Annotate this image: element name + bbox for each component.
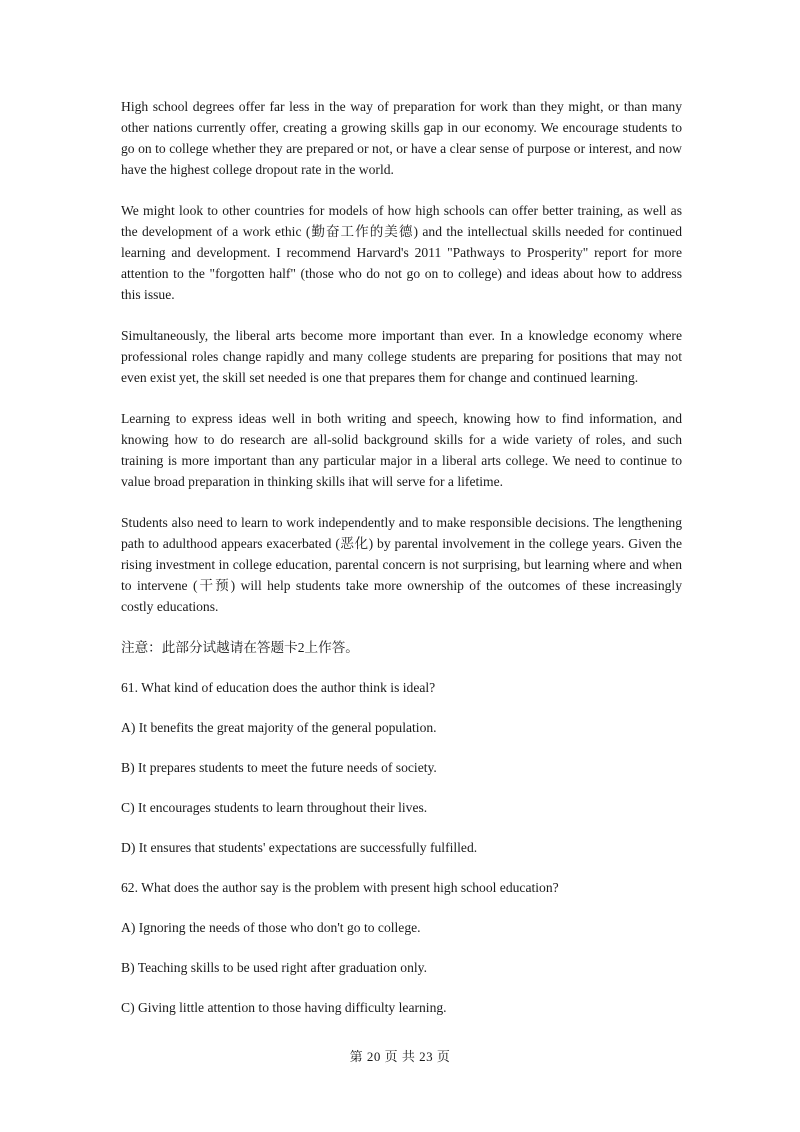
passage-paragraph-4: Learning to express ideas well in both writing and speech, knowing how to find information, and knowing how to do research are all-solid background skills for a wide variety of roles, and such training is more important than any particular major in a liberal arts college. We need to continue to value broad preparation in thinking skills ihat will serve for a lifetime. [121,411,682,489]
question-62-option-a: A) Ignoring the needs of those who don't go to college. [121,920,421,935]
question-62-stem: 62. What does the author say is the problem with present high school education? [121,880,559,895]
question-62-option-c: C) Giving little attention to those having difficulty learning. [121,1000,447,1015]
document-body [121,96,682,1037]
question-61-option-d: D) It ensures that students' expectations are successfully fulfilled. [121,840,478,855]
question-61-stem: 61. What kind of education does the author think is ideal? [121,680,436,695]
question-61-option-b: B) It prepares students to meet the future needs of society. [121,760,437,775]
passage-paragraph-5: Students also need to learn to work independently and to make responsible decisions. The lengthening path to adulthood appears exacerbated (恶化) by parental involvement in the college years. Given the rising investment in college education, parental concern is not surprising, but learning where and when to intervene (干预) will help students take more ownership of the outcomes of these increasingly costly educations. [121,515,682,614]
page-number-footer: 第 20 页 共 23 页 [349,1049,451,1064]
question-61-option-c: C) It encourages students to learn throughout their lives. [121,800,428,815]
question-61-option-a: A) It benefits the great majority of the general population. [121,720,437,735]
passage-paragraph-1: High school degrees offer far less in the way of preparation for work than they might, or than many other nations currently offer, creating a growing skills gap in our economy. We encourage students to go on to college whether they are prepared or not, or have a clear sense of purpose or interest, and now have the highest college dropout rate in the world. [121,99,682,177]
answer-sheet-note: 注意：此部分试越请在答题卡2上作答。 [121,640,359,655]
passage-paragraph-2: We might look to other countries for models of how high schools can offer better training, as well as the development of a work ethic (勤奋工作的美德) and the intellectual skills needed for continued learning and development. I recommend Harvard's 2011 "Pathways to Prosperity" report for more attention to the "forgotten half" (those who do not go on to college) and ideas about how to address this issue. [121,203,682,302]
passage-paragraph-3: Simultaneously, the liberal arts become more important than ever. In a knowledge economy where professional roles change rapidly and many college students are preparing for positions that may not even exist yet, the skill set needed is one that prepares them for change and continued learning. [121,328,682,385]
question-62-option-b: B) Teaching skills to be used right after graduation only. [121,960,427,975]
